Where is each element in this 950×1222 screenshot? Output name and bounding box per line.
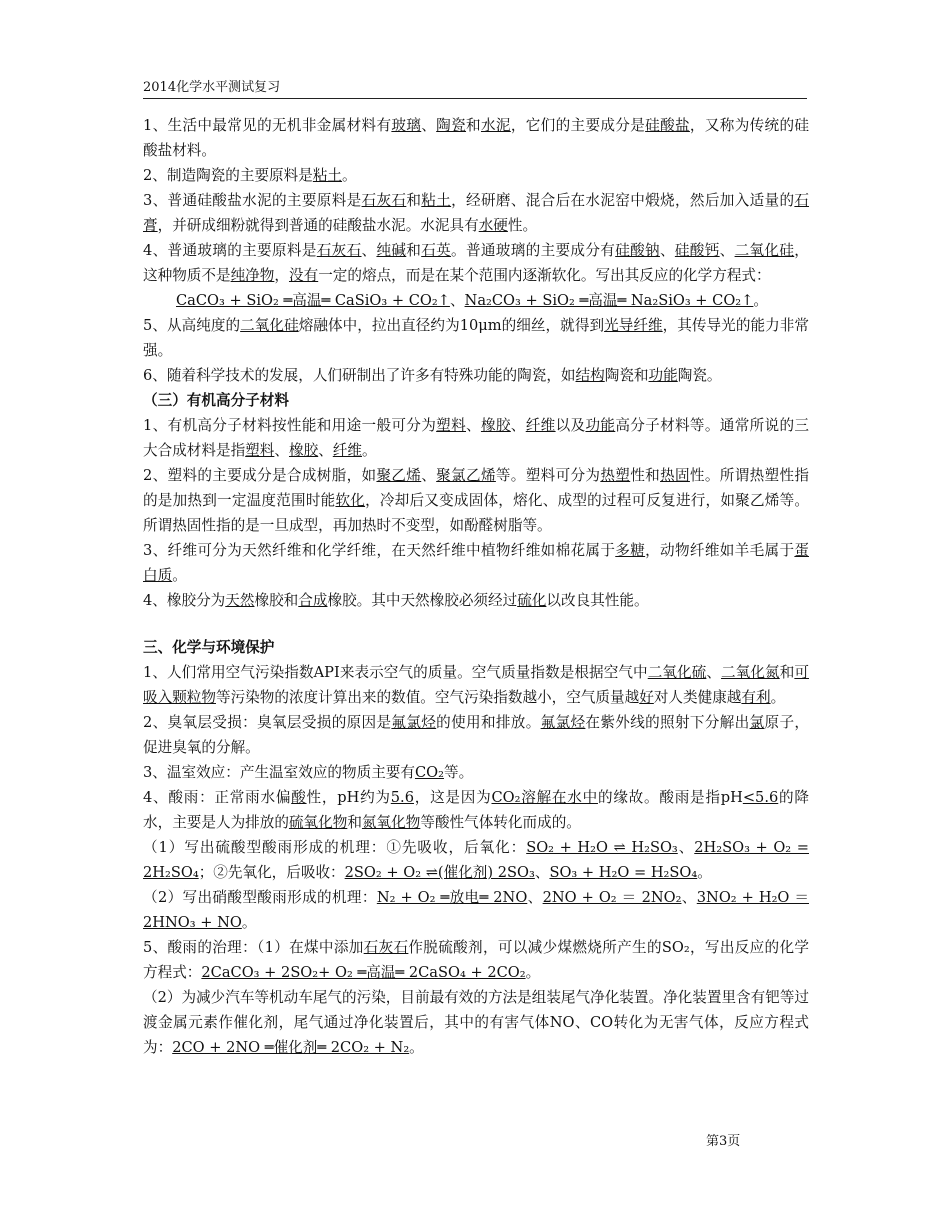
text-run: 3、普通硅酸盐水泥的主要原料是 xyxy=(143,192,362,209)
answer-blank: Na₂CO₃ + SiO₂ ═高温═ Na₂SiO₃ + CO₂↑ xyxy=(464,292,754,309)
text-run: 作脱硫酸剂，可以减少煤燃烧所产生的SO₂，写出反应的化学方程式： xyxy=(143,939,809,981)
paragraph xyxy=(143,760,809,785)
document-body xyxy=(143,113,809,1060)
text-run: ，冷却后又变成固体，熔化、成型的过程可反复进行，如聚乙烯等。所谓热固性指的是一旦成型，再加热时不变型，如酚醛树脂等。 xyxy=(143,492,809,534)
answer-blank: 纯净物 xyxy=(230,267,275,284)
text-run: ，动物纤维如羊毛属于 xyxy=(645,542,795,559)
text-run: 6、随着科学技术的发展，人们研制出了许多有特殊功能的陶瓷，如 xyxy=(143,367,576,384)
spacer xyxy=(143,613,809,635)
text-run: 在紫外线的照射下分解出 xyxy=(585,714,750,731)
text-run: 3、纤维可分为天然纤维和化学纤维，在天然纤维中植物纤维如棉花属于 xyxy=(143,542,616,559)
answer-blank: 粘土 xyxy=(421,192,452,209)
text-run: 三、化学与环境保护 xyxy=(143,639,275,656)
answer-blank: 聚乙烯 xyxy=(376,467,422,484)
text-run: 陶瓷。 xyxy=(677,367,722,384)
text-run: 高分子材料等。通常所说的三大合成材料是指 xyxy=(143,417,809,459)
answer-blank: 可吸入颗粒物 xyxy=(143,664,809,706)
text-run: 的降水，主要是人为排放的 xyxy=(143,789,809,831)
text-run: 橡胶。其中天然橡胶必须经过 xyxy=(327,592,518,609)
text-run: 性，pH约为 xyxy=(306,789,391,806)
answer-blank: 石膏 xyxy=(143,192,809,234)
text-run: 以改良其性能。 xyxy=(546,592,649,609)
answer-blank: 功能 xyxy=(585,417,616,434)
text-run: 。普通玻璃的主要成分有 xyxy=(451,242,616,259)
answer-blank: 聚氯乙烯 xyxy=(436,467,496,484)
text-run: 、 xyxy=(719,242,735,259)
answer-blank: N₂ + O₂ ═放电═ 2NO xyxy=(376,889,528,906)
text-run: 、 xyxy=(659,242,675,259)
text-run: 、 xyxy=(534,864,550,881)
text-run: ，它们的主要成分是 xyxy=(510,117,646,134)
text-run: 1、人们常用空气污染指数API来表示空气的质量。空气质量指数是根据空气中 xyxy=(143,664,648,681)
text-run: 2、制造陶瓷的主要原料是 xyxy=(143,167,313,184)
paragraph xyxy=(143,463,809,538)
text-run: （三）有机高分子材料 xyxy=(143,392,289,409)
text-run: 和 xyxy=(406,242,422,259)
answer-blank: 纤维 xyxy=(332,442,362,459)
answer-blank: 光导纤维 xyxy=(604,317,663,334)
text-run: 等污染物的浓度计算出来的数值。空气污染指数越小，空气质量越 xyxy=(215,689,640,706)
answer-blank: 氮氧化物 xyxy=(361,814,421,831)
answer-blank: 粘土 xyxy=(312,167,343,184)
text-run: （2）为减少汽车等机动车尾气的污染，目前最有效的方法是组装尾气净化装置。净化装置里含有钯等过渡金属元素作催化剂，尾气通过净化装置后，其中的有害气体NO、CO转化为无害气体，反应方程式为： xyxy=(143,989,810,1056)
answer-blank: 硫氧化物 xyxy=(288,814,348,831)
paragraph xyxy=(143,363,809,388)
text-run: 。 xyxy=(342,167,357,184)
text-run: 、 xyxy=(527,889,543,906)
text-run: 2、塑料的主要成分是合成树脂，如 xyxy=(143,467,377,484)
answer-blank: 二氧化硅 xyxy=(240,317,299,334)
text-run: 等酸性气体转化而成的。 xyxy=(420,814,581,831)
answer-blank: 二氧化硅 xyxy=(734,242,795,259)
answer-blank: 好 xyxy=(639,689,654,706)
answer-blank: 石灰石 xyxy=(316,242,362,259)
answer-blank: 橡胶 xyxy=(480,417,511,434)
text-run: 2、臭氧层受损：臭氧层受损的原因是 xyxy=(143,714,392,731)
answer-blank: 硅酸钠 xyxy=(615,242,660,259)
text-run: 一定的熔点，而是在某个范围内逐渐软化。写出其反应的化学方程式： xyxy=(318,267,771,284)
answer-blank: 2H₂SO₃ + O₂ = 2H₂SO₄ xyxy=(143,839,809,881)
text-run: 对人类健康越 xyxy=(653,689,742,706)
answer-blank: 玻璃 xyxy=(391,117,422,134)
text-run: 、 xyxy=(274,442,289,459)
text-run: 和 xyxy=(347,814,362,831)
paragraph xyxy=(143,710,809,760)
answer-blank: 纯碱 xyxy=(376,242,407,259)
answer-blank: 2CaCO₃ + 2SO₂+ O₂ ═高温═ 2CaSO₄ + 2CO₂ xyxy=(201,964,526,981)
text-run: 。 xyxy=(172,567,187,584)
answer-blank: 2SO₂ + O₂ ⇌(催化剂) 2SO₃ xyxy=(344,864,535,881)
text-run: 和 xyxy=(466,117,481,134)
text-run: 以及 xyxy=(555,417,586,434)
text-run: 橡胶和 xyxy=(254,592,299,609)
paragraph xyxy=(143,660,809,710)
answer-blank: 功能 xyxy=(648,367,678,384)
text-run: ，并研成细粉就得到普通的硅酸盐水泥。水泥具有 xyxy=(157,217,479,234)
answer-blank: 2NO + O₂ ＝ 2NO₂ xyxy=(542,889,682,906)
text-run: 5、酸雨的治理：（1）在煤中添加 xyxy=(143,939,364,956)
text-run: 性。所谓热塑性指的是加热到一定温度范围时能 xyxy=(143,467,809,509)
text-run: 等。 xyxy=(443,764,474,781)
answer-blank: 2CO + 2NO ═催化剂═ 2CO₂ + N₂ xyxy=(172,1039,410,1056)
answer-blank: 硫化 xyxy=(517,592,547,609)
answer-blank: 结构 xyxy=(575,367,605,384)
text-run: 、 xyxy=(318,442,333,459)
text-run: （1）写出硫酸型酸雨形成的机理：①先吸收，后氧化： xyxy=(143,839,527,856)
answer-blank: 水泥 xyxy=(480,117,511,134)
text-run: 5、从高纯度的 xyxy=(143,317,241,334)
section-heading xyxy=(143,388,809,413)
text-run: （2）写出硝酸型酸雨形成的机理： xyxy=(143,889,377,906)
text-run: 和 xyxy=(779,664,795,681)
text-run: 4、普通玻璃的主要原料是 xyxy=(143,242,317,259)
text-run: ，这种物质不是 xyxy=(143,242,809,284)
paragraph xyxy=(143,413,809,463)
answer-blank: 硅酸盐 xyxy=(645,117,690,134)
text-run: 性。 xyxy=(507,217,538,234)
text-run: 熔融体中，拉出直径约为10μm的细丝，就得到 xyxy=(298,317,605,334)
text-run: 。 xyxy=(409,1039,424,1056)
page-number: 第3页 xyxy=(706,1134,741,1149)
answer-blank: 石英 xyxy=(421,242,452,259)
text-run: 、 xyxy=(677,839,695,856)
paragraph xyxy=(143,313,809,363)
answer-blank: 石灰石 xyxy=(361,192,407,209)
paragraph xyxy=(143,538,809,588)
answer-blank: 热塑 xyxy=(600,467,631,484)
text-run: 、 xyxy=(510,417,526,434)
text-run: 。 xyxy=(362,442,377,459)
answer-blank: 软化 xyxy=(335,492,366,509)
answer-blank: 蛋白质 xyxy=(143,542,809,584)
text-run: ，又称为传统的硅酸盐材料。 xyxy=(143,117,809,159)
answer-blank: 氟氯烃 xyxy=(540,714,586,731)
text-run: 原子，促进臭氧的分解。 xyxy=(143,714,809,756)
answer-blank: 陶瓷 xyxy=(436,117,467,134)
text-run: 4、酸雨：正常雨水偏 xyxy=(143,789,292,806)
text-run: 性和 xyxy=(630,467,661,484)
answer-blank: CaCO₃ + SiO₂ ═高温═ CaSiO₃ + CO₂↑ xyxy=(176,292,450,309)
paragraph xyxy=(143,238,809,288)
answer-blank: 二氧化氮 xyxy=(721,664,780,681)
text-run: ， xyxy=(274,267,289,284)
paragraph xyxy=(143,835,809,885)
text-run: 、 xyxy=(421,117,437,134)
text-run: ，经研磨、混合后在水泥窑中煅烧，然后加入适量的 xyxy=(451,192,795,209)
text-run: 4、橡胶分为 xyxy=(143,592,226,609)
text-run: 、 xyxy=(361,242,377,259)
page-header xyxy=(143,76,807,99)
answer-blank: 5.6 xyxy=(390,789,414,806)
paragraph xyxy=(143,935,809,985)
paragraph xyxy=(143,885,809,935)
answer-blank: 石灰石 xyxy=(363,939,409,956)
section-heading xyxy=(143,635,809,660)
answer-blank: 橡胶 xyxy=(288,442,319,459)
answer-blank: SO₃ + H₂O = H₂SO₄ xyxy=(549,864,698,881)
answer-blank: CO₂溶解在水中 xyxy=(491,789,598,806)
text-run: 、 xyxy=(681,889,697,906)
answer-blank: 氯 xyxy=(749,714,765,731)
paragraph xyxy=(143,288,809,313)
answer-blank: 多糖 xyxy=(615,542,646,559)
text-run: 、 xyxy=(706,664,722,681)
text-run: ，这是因为 xyxy=(413,789,492,806)
answer-blank: 二氧化硫 xyxy=(647,664,707,681)
answer-blank: SO₂ + H₂O ⇌ H₂SO₃ xyxy=(526,839,678,856)
answer-blank: 塑料 xyxy=(245,442,275,459)
text-run: 。 xyxy=(241,914,257,931)
text-run: 等。塑料可分为 xyxy=(495,467,601,484)
text-run: 。 xyxy=(753,292,768,309)
text-run: 1、生活中最常见的无机非金属材料有 xyxy=(143,117,392,134)
answer-blank: 酸 xyxy=(291,789,307,806)
text-run: 陶瓷和 xyxy=(604,367,649,384)
answer-blank: 有利 xyxy=(741,689,771,706)
text-run: 的缘故。酸雨是指pH xyxy=(597,789,743,806)
answer-blank: 水硬 xyxy=(478,217,508,234)
text-run: 的使用和排放。 xyxy=(436,714,541,731)
header-title: 2014化学水平测试复习 xyxy=(143,80,281,95)
paragraph xyxy=(143,785,809,835)
text-run: ，其传导光的能力非常强。 xyxy=(143,317,809,359)
paragraph xyxy=(143,188,809,238)
text-run: 。 xyxy=(525,964,541,981)
paragraph xyxy=(143,985,809,1060)
text-run: 、 xyxy=(466,417,481,434)
answer-blank: 热固 xyxy=(660,467,690,484)
paragraph xyxy=(143,163,809,188)
text-run: 。 xyxy=(697,864,712,881)
paragraph xyxy=(143,588,809,613)
text-run: 、 xyxy=(449,292,465,309)
answer-blank: 3NO₂ + H₂O ＝ 2HNO₃ + NO xyxy=(143,889,809,931)
answer-blank: <5.6 xyxy=(742,789,779,806)
answer-blank: 天然 xyxy=(225,592,255,609)
answer-blank: 塑料 xyxy=(436,417,466,434)
text-run: ；②先氧化，后吸收： xyxy=(198,864,345,881)
text-run: 。 xyxy=(770,689,786,706)
text-run: 1、有机高分子材料按性能和用途一般可分为 xyxy=(143,417,437,434)
answer-blank: 硅酸钙 xyxy=(674,242,720,259)
answer-blank: 氟氯烃 xyxy=(391,714,437,731)
answer-blank: 纤维 xyxy=(525,417,556,434)
answer-blank: CO₂ xyxy=(414,764,444,781)
answer-blank: 合成 xyxy=(298,592,328,609)
text-run: 、 xyxy=(421,467,437,484)
text-run: 3、温室效应：产生温室效应的物质主要有 xyxy=(143,764,415,781)
answer-blank: 没有 xyxy=(288,267,319,284)
paragraph xyxy=(143,113,809,163)
text-run: 和 xyxy=(406,192,422,209)
